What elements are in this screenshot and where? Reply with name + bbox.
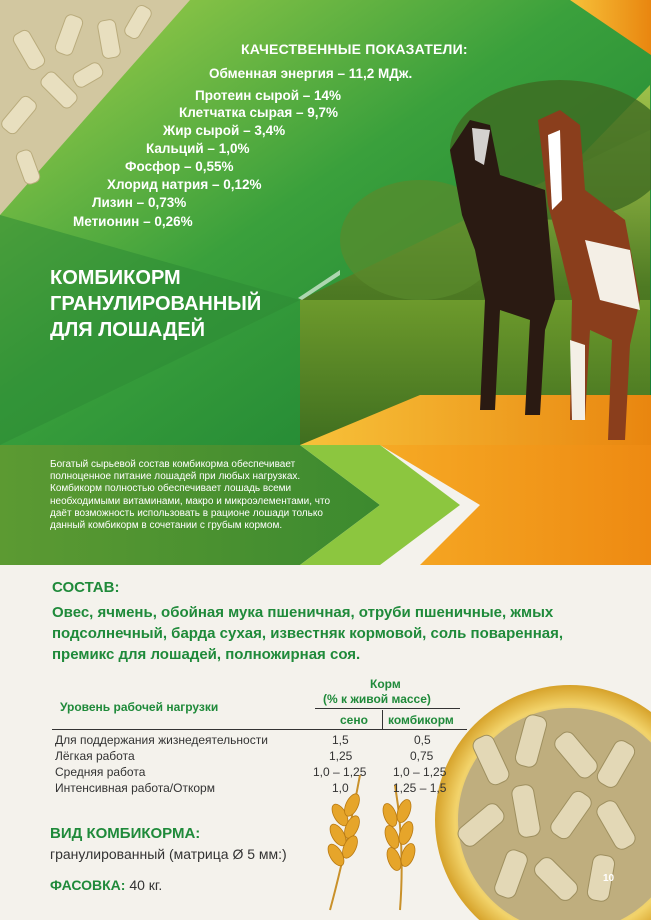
table-cell: Средняя работа	[55, 765, 146, 779]
table-cell: 1,0	[332, 781, 349, 795]
table-cell: Лёгкая работа	[55, 749, 135, 763]
table-cell: Интенсивная работа/Откорм	[55, 781, 215, 795]
table-cell: 1,5	[332, 733, 349, 747]
composition-text: Овес, ячмень, обойная мука пшеничная, отруби пшеничные, жмых подсолнечный, барда сухая, известняк кормовой, соль поваренная, премикс для лошадей, полножирная соя.	[52, 604, 564, 663]
packing-value: 40 кг.	[129, 877, 163, 893]
table-divider	[52, 729, 467, 730]
table-header-level: Уровень рабочей нагрузки	[60, 700, 219, 714]
table-cell: 1,0 – 1,25	[313, 765, 367, 779]
table-cell: 1,25	[329, 749, 353, 763]
packing	[50, 877, 162, 893]
table-divider	[382, 710, 383, 729]
product-title-line: КОМБИКОРМ	[50, 267, 181, 289]
table-cell: 0,75	[410, 749, 434, 763]
table-header-hay: сено	[340, 713, 368, 727]
feed-type-heading: ВИД КОМБИКОРМА:	[50, 825, 201, 842]
quality-title: КАЧЕСТВЕННЫЕ ПОКАЗАТЕЛИ:	[241, 41, 468, 57]
page-number: 10	[603, 873, 615, 884]
product-title-line: ГРАНУЛИРОВАННЫЙ	[50, 293, 262, 315]
quality-item: Лизин – 0,73%	[92, 195, 187, 210]
table-header-feed: Корм	[370, 677, 401, 691]
table-cell: 1,25 – 1,5	[393, 781, 447, 795]
table-cell: 1,0 – 1,25	[393, 765, 447, 779]
table-cell: 0,5	[414, 733, 431, 747]
table-header-compound: комбикорм	[388, 713, 454, 727]
quality-item: Хлорид натрия – 0,12%	[107, 177, 262, 192]
table-cell: Для поддержания жизнедеятельности	[55, 733, 268, 747]
pellets-bowl	[435, 685, 651, 920]
packing-label: ФАСОВКА:	[50, 877, 126, 893]
composition-heading: СОСТАВ:	[52, 579, 120, 596]
quality-item: Клетчатка сырая – 9,7%	[179, 105, 339, 120]
feed-type-value: гранулированный (матрица Ø 5 мм:)	[50, 846, 287, 862]
product-title-line: ДЛЯ ЛОШАДЕЙ	[50, 319, 206, 341]
quality-item: Метионин – 0,26%	[73, 214, 193, 229]
product-title	[50, 265, 261, 343]
quality-item: Протеин сырой – 14%	[195, 88, 342, 103]
table-divider	[315, 708, 460, 709]
description-text: Богатый сырьевой состав комбикорма обеспечивает полноценное питание лошадей при любых нагрузках. Комбикорм полностью обеспечивает лошадь всеми необходимыми витаминами, макро и микроэлементами, что даёт возможность использовать в рационе лошади только данный комбикорм в сочетании с грубым кормом.	[50, 459, 331, 532]
quality-item: Кальций – 1,0%	[146, 141, 250, 156]
quality-item: Обменная энергия – 11,2 МДж.	[209, 66, 413, 81]
quality-item: Фосфор – 0,55%	[125, 159, 234, 174]
table-header-feed-unit: (% к живой массе)	[323, 692, 431, 706]
quality-item: Жир сырой – 3,4%	[163, 123, 286, 138]
